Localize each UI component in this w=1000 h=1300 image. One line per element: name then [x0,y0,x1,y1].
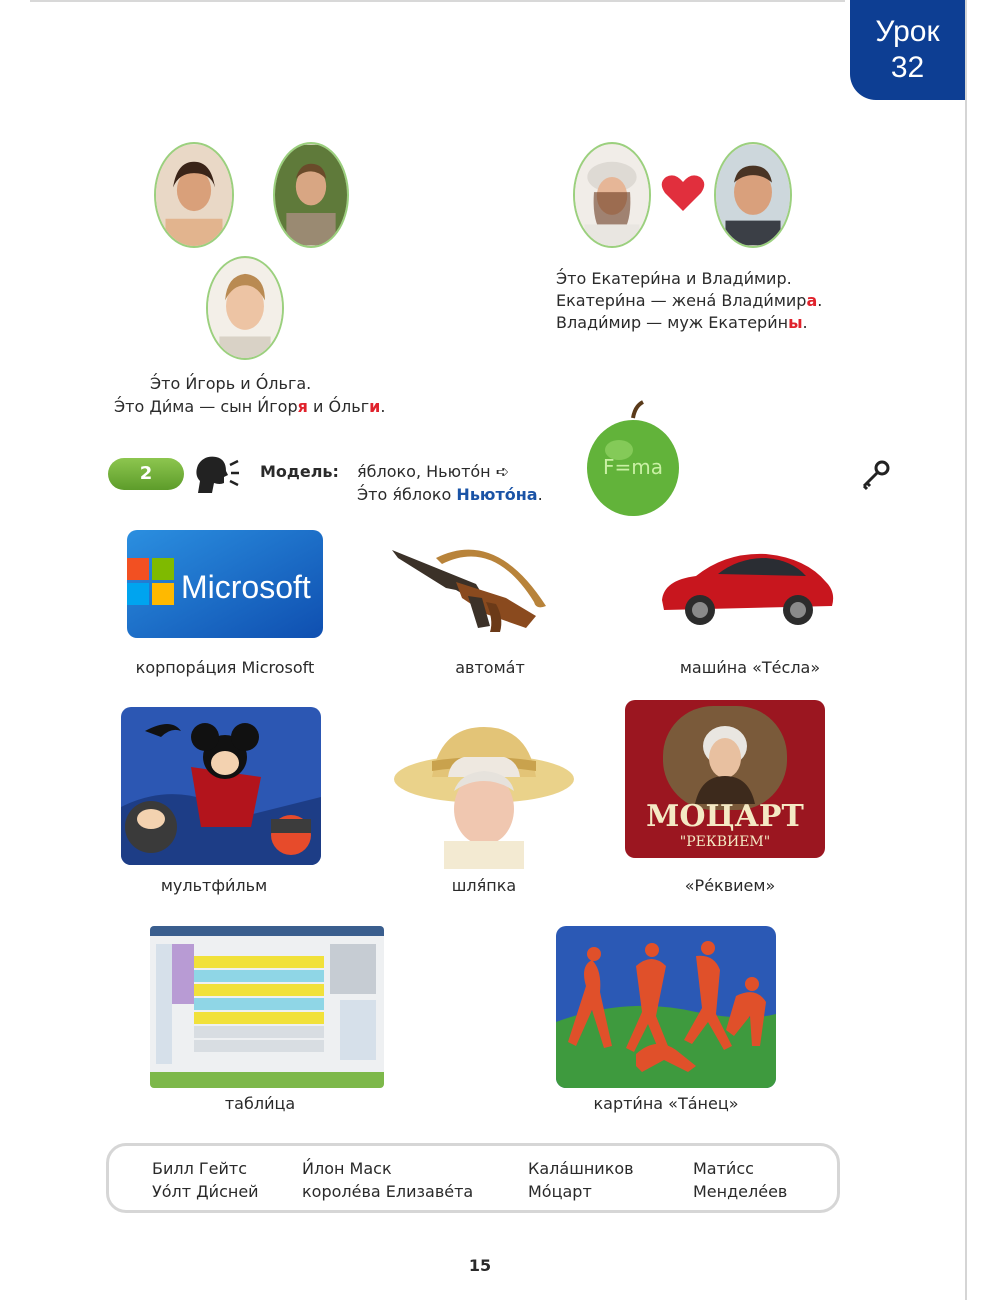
couple-line3-period: . [802,313,808,332]
name-item: Билл Гейтс [152,1159,248,1178]
model-label: Модель: [260,462,339,481]
mozart-poster-image [625,700,825,858]
rifle-image [386,528,554,640]
name-item: И́лон Маск [302,1159,392,1178]
name-item: Мо́царт [528,1182,592,1201]
couple-line2-ending: а [806,291,818,310]
names-column-2 [302,1157,473,1203]
label-hat: шля́пка [451,876,517,895]
label-dance: карти́на «Та́нец» [593,1094,739,1113]
label-rifle: автома́т [455,658,525,677]
key-icon[interactable] [858,458,892,492]
couple-line2-base: Екатери́на — жена́ Влади́мир [556,291,807,310]
speaking-icon [194,455,240,495]
portrait-ekaterina [573,142,651,248]
page-right-rule [965,0,967,1300]
couple-line3-ending: ы [788,313,803,332]
couple-caption-line1: Э́то Екатери́на и Влади́мир. [556,269,792,288]
apple-image [583,400,683,520]
couple-line3-base: Влади́мир — муж Екатери́н [556,313,789,332]
name-item: короле́ва Елизаве́та [302,1182,474,1201]
tesla-image [656,536,838,636]
family-caption-line1: Э́то И́горь и О́льга. [150,374,312,393]
lesson-tab [850,0,965,100]
page-top-rule [30,0,845,2]
names-column-3 [528,1157,634,1203]
family-caption-text: и О́льг [307,397,370,416]
family-caption-text: Э́то Ди́ма — сын И́гор [114,397,298,416]
page-number: 15 [468,1256,492,1275]
portrait-igor [273,142,349,248]
couple-line2-period: . [817,291,823,310]
model-line2-bold: Ньюто́на [456,485,538,504]
name-item: Мати́сс [693,1159,754,1178]
hat-image [392,717,576,869]
poster-title: МОЦАРТ [646,799,804,834]
dance-painting-image [556,926,776,1088]
microsoft-image [127,530,323,638]
cartoon-image [121,707,321,865]
family-caption-ending-1: я [297,397,308,416]
name-item: Кала́шников [528,1159,634,1178]
poster-subtitle: "РЕКВИЕМ" [679,834,771,850]
family-caption-period: . [380,397,386,416]
periodic-table-image [150,926,384,1088]
microsoft-logo-text: Microsoft [181,569,311,605]
exercise-number-badge: 2 [108,458,184,490]
heart-icon [660,173,706,213]
model-line2 [357,484,543,506]
label-requiem: «Ре́квием» [684,876,776,895]
label-cartoon: мультфи́льм [160,876,268,895]
names-column-1 [152,1157,259,1203]
names-column-4 [693,1157,787,1203]
model-line2-end: . [537,485,543,504]
couple-caption-line2 [556,290,822,312]
name-item: Менделе́ев [693,1182,788,1201]
portrait-dima [206,256,284,360]
family-caption-ending-2: и [369,397,381,416]
family-caption-line2 [114,396,385,418]
portrait-vladimir [714,142,792,248]
lesson-number: 32 [890,51,925,84]
apple-formula: F=ma [603,455,663,479]
name-item: Уо́лт Ди́сней [152,1182,259,1201]
model-line1: я́блоко, Ньюто́н ➪ [357,462,510,481]
label-microsoft: корпора́ция Microsoft [135,658,315,677]
portrait-olga [154,142,234,248]
label-tesla: маши́на «Те́сла» [679,658,821,677]
model-line2-start: Э́то я́блоко [357,485,457,504]
lesson-label: Урок [875,15,940,48]
label-table: табли́ца [224,1094,296,1113]
couple-caption-line3 [556,312,808,334]
